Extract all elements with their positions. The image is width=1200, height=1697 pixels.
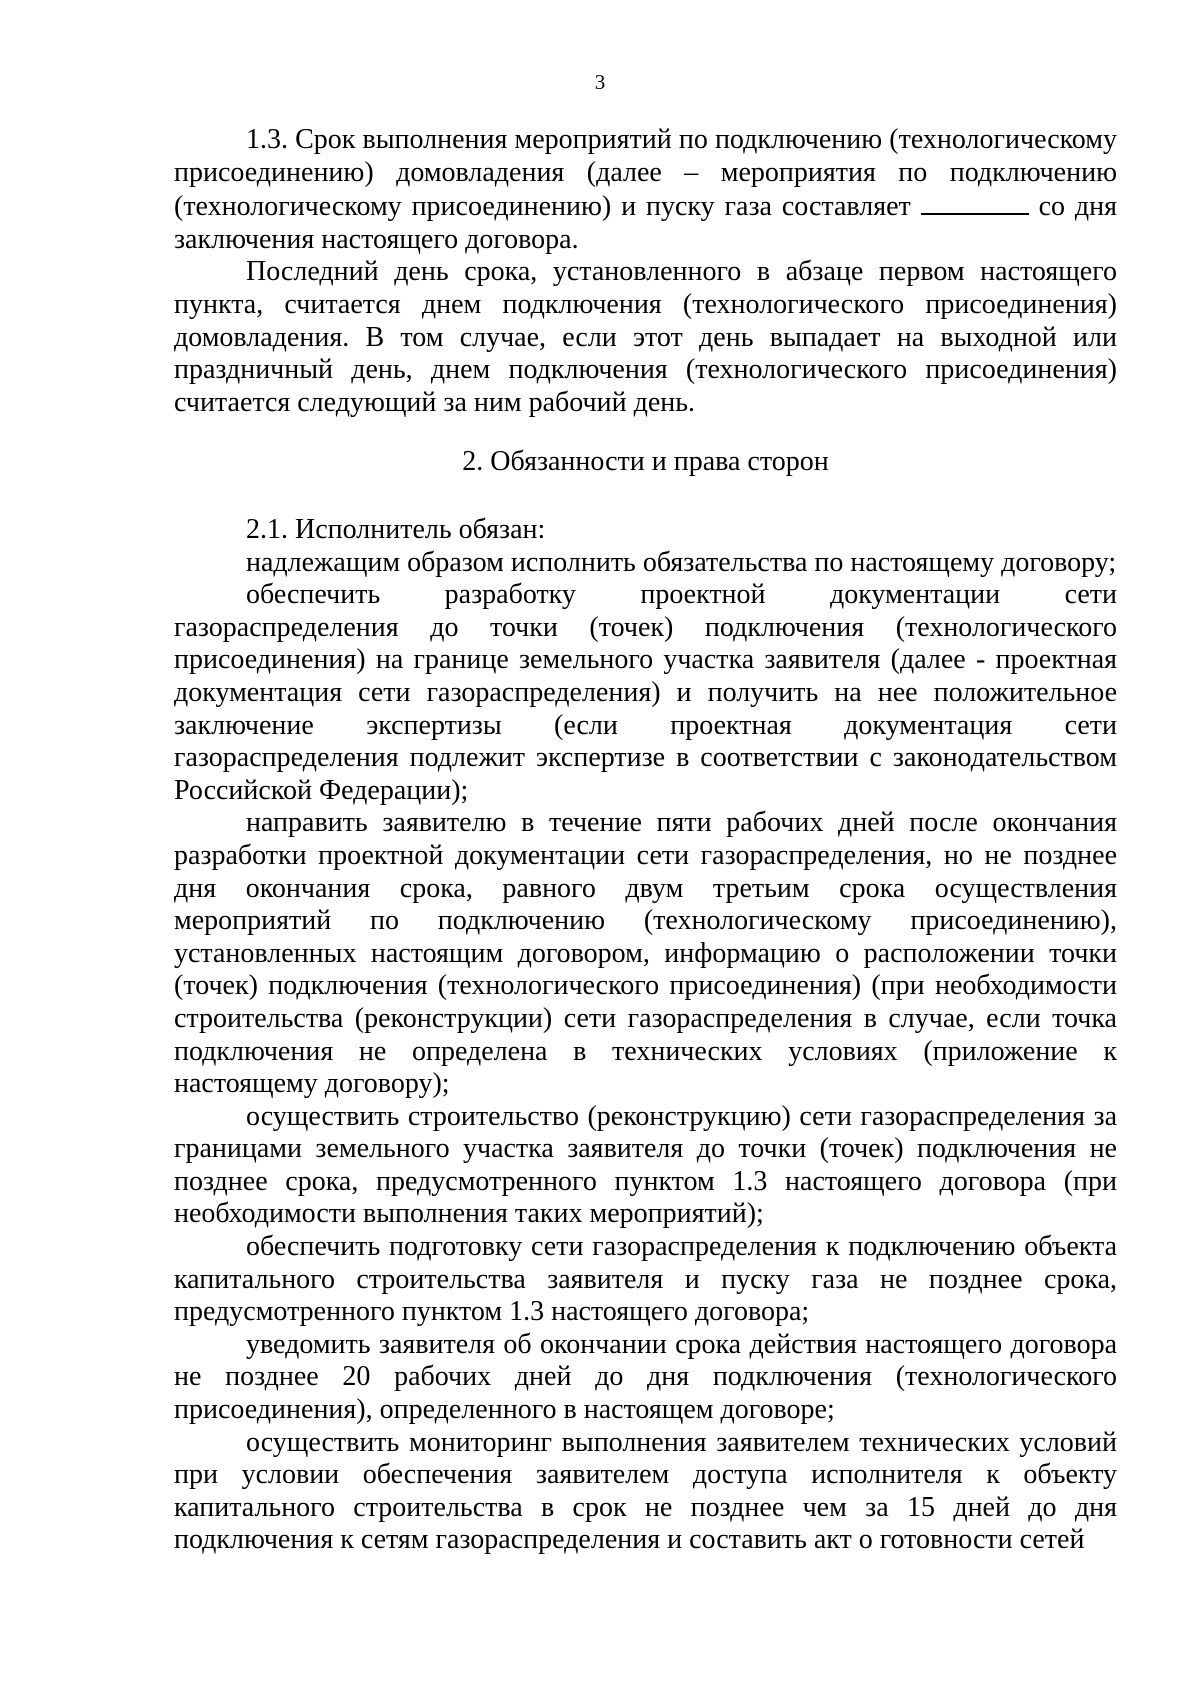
obligation-item: уведомить заявителя об окончании срока действия настоящего договора не позднее 20 рабочих дней до дня подключения (технологического присоединения), определенного в настоящем договоре; [174, 1328, 1117, 1426]
page-number: 3 [594, 70, 606, 94]
obligation-item: осуществить строительство (реконструкцию) сети газораспределения за границами земельного участка заявителя до точки (точек) подключения не позднее срока, предусмотренного пунктом 1.3 настоящего договора (при необходимости выполнения таких мероприятий); [174, 1100, 1117, 1230]
clause-1-3-text-before-blank: 1.3. Срок выполнения мероприятий по подключению (технологическому присоединению) домовладения (далее – мероприятия по подключению (технологическому присоединению) и пуску газа составляет [174, 124, 1117, 223]
clause-2-1 [174, 514, 1117, 1557]
term-blank-line [921, 189, 1029, 215]
clause-1-3-text-after-blank: со дня заключения настоящего договора. [174, 191, 1117, 255]
obligation-item: осуществить мониторинг выполнения заявителем технических условий при условии обеспечения заявителем доступа исполнителя к объекту капитального строительства в срок не позднее чем за 15 дней до дня подключения к сетям газораспределения и составить акт о готовности сетей [174, 1426, 1117, 1556]
clause-1-3 [174, 124, 1117, 419]
clause-1-3-paragraph-1 [174, 124, 1117, 256]
clause-1-3-paragraph-2: Последний день срока, установленного в абзаце первом настоящего пункта, считается днем подключения (технологического присоединения) домовладения. В том случае, если этот день выпадает на выходной или праздничный день, днем подключения (технологического присоединения) считается следующий за ним рабочий день. [174, 256, 1117, 418]
obligation-item: обеспечить разработку проектной документации сети газораспределения до точки (точек) подключения (технологического присоединения) на границе земельного участка заявителя (далее - проектная документация сети газораспределения) и получить на нее положительное заключение экспертизы (если проектная документация сети газораспределения подлежит экспертизе в соответствии с законодательством Российской Федерации); [174, 579, 1117, 806]
section-2-heading: 2. Обязанности и права сторон [462, 446, 829, 477]
obligation-item: обеспечить подготовку сети газораспределения к подключению объекта капитального строительства заявителя и пуску газа не позднее срока, предусмотренного пунктом 1.3 настоящего договора; [174, 1231, 1117, 1328]
obligation-item: надлежащим образом исполнить обязательства по настоящему договору; [246, 546, 1117, 578]
obligation-item: направить заявителю в течение пяти рабочих дней после окончания разработки проектной документации сети газораспределения, но не позднее дня окончания срока, равного двум третьим срока осуществления мероприятий по подключению (технологическому присоединению), установленных настоящим договором, информацию о расположении точки (точек) подключения (технологического присоединения) (при необходимости строительства (реконструкции) сети газораспределения в случае, если точка подключения не определена в технических условиях (приложение к настоящему договору); [174, 807, 1117, 1100]
clause-2-1-title: 2.1. Исполнитель обязан: [246, 514, 546, 545]
